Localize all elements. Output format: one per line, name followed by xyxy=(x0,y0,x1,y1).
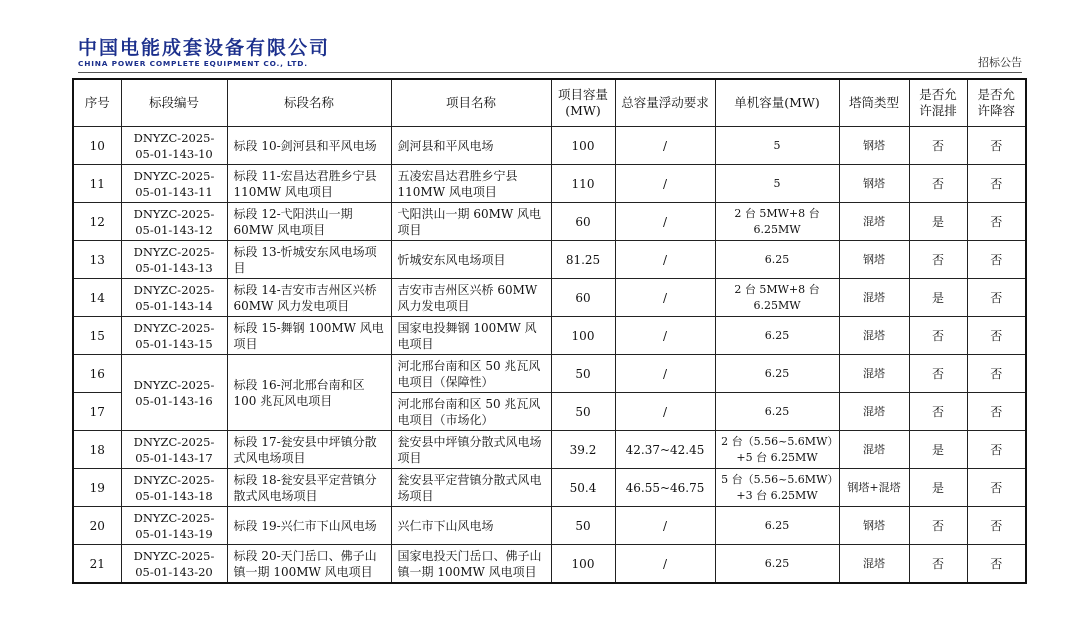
cell-no: 11 xyxy=(73,165,121,203)
cell-mix-allowed: 否 xyxy=(909,355,967,393)
cell-lot-code: DNYZC-2025-05-01-143-16 xyxy=(121,355,227,431)
cell-derate-allowed: 否 xyxy=(967,469,1026,507)
table-row xyxy=(73,165,1026,203)
cell-lot-code: DNYZC-2025-05-01-143-20 xyxy=(121,545,227,584)
cell-lot-code: DNYZC-2025-05-01-143-11 xyxy=(121,165,227,203)
cell-no: 14 xyxy=(73,279,121,317)
cell-no: 17 xyxy=(73,393,121,431)
cell-mix-allowed: 否 xyxy=(909,545,967,584)
cell-project-name: 瓮安县平定营镇分散式风电场项目 xyxy=(391,469,551,507)
cell-tower-type: 钢塔 xyxy=(839,507,909,545)
cell-tower-type: 混塔 xyxy=(839,355,909,393)
cell-capacity: 81.25 xyxy=(551,241,615,279)
table-row xyxy=(73,241,1026,279)
cell-lot-code: DNYZC-2025-05-01-143-12 xyxy=(121,203,227,241)
cell-float: / xyxy=(615,507,715,545)
cell-capacity: 50 xyxy=(551,507,615,545)
cell-unit-capacity: 6.25 xyxy=(715,241,839,279)
cell-lot-name: 标段 13-忻城安东风电场项目 xyxy=(227,241,391,279)
col-header-derate-allowed: 是否允许降容 xyxy=(967,79,1026,127)
col-header-lot-code: 标段编号 xyxy=(121,79,227,127)
cell-float: 46.55~46.75 xyxy=(615,469,715,507)
col-header-capacity: 项目容量(MW) xyxy=(551,79,615,127)
col-header-project-name: 项目名称 xyxy=(391,79,551,127)
logo-english-name: CHINA POWER COMPLETE EQUIPMENT CO., LTD. xyxy=(78,59,308,68)
cell-unit-capacity: 6.25 xyxy=(715,393,839,431)
cell-lot-name: 标段 16-河北邢台南和区 100 兆瓦风电项目 xyxy=(227,355,391,431)
cell-lot-code: DNYZC-2025-05-01-143-18 xyxy=(121,469,227,507)
cell-float: / xyxy=(615,393,715,431)
cell-project-name: 忻城安东风电场项目 xyxy=(391,241,551,279)
cell-lot-name: 标段 18-瓮安县平定营镇分散式风电场项目 xyxy=(227,469,391,507)
cell-tower-type: 钢塔+混塔 xyxy=(839,469,909,507)
cell-unit-capacity: 2 台（5.56~5.6MW）+5 台 6.25MW xyxy=(715,431,839,469)
logo-chinese-name: 中国电能成套设备有限公司 xyxy=(78,37,331,59)
cell-float: / xyxy=(615,203,715,241)
cell-derate-allowed: 否 xyxy=(967,393,1026,431)
table-row xyxy=(73,507,1026,545)
cell-capacity: 50 xyxy=(551,355,615,393)
table-row xyxy=(73,469,1026,507)
cell-mix-allowed: 否 xyxy=(909,317,967,355)
cell-unit-capacity: 6.25 xyxy=(715,317,839,355)
cell-float: / xyxy=(615,127,715,165)
cell-lot-code: DNYZC-2025-05-01-143-19 xyxy=(121,507,227,545)
table-row xyxy=(73,545,1026,584)
cell-mix-allowed: 否 xyxy=(909,393,967,431)
cell-derate-allowed: 否 xyxy=(967,545,1026,584)
cell-project-name: 剑河县和平风电场 xyxy=(391,127,551,165)
cell-derate-allowed: 否 xyxy=(967,317,1026,355)
cell-project-name: 瓮安县中坪镇分散式风电场项目 xyxy=(391,431,551,469)
cell-lot-name: 标段 10-剑河县和平风电场 xyxy=(227,127,391,165)
col-header-mix-allowed: 是否允许混排 xyxy=(909,79,967,127)
cell-derate-allowed: 否 xyxy=(967,507,1026,545)
table-row xyxy=(73,431,1026,469)
company-logo xyxy=(78,38,330,68)
cell-derate-allowed: 否 xyxy=(967,203,1026,241)
cell-mix-allowed: 是 xyxy=(909,469,967,507)
cell-capacity: 60 xyxy=(551,203,615,241)
cell-no: 13 xyxy=(73,241,121,279)
cell-capacity: 110 xyxy=(551,165,615,203)
cell-project-name: 弋阳洪山一期 60MW 风电项目 xyxy=(391,203,551,241)
header-divider xyxy=(78,72,1022,73)
cell-no: 19 xyxy=(73,469,121,507)
cell-no: 12 xyxy=(73,203,121,241)
col-header-no: 序号 xyxy=(73,79,121,127)
cell-unit-capacity: 5 xyxy=(715,165,839,203)
cell-no: 21 xyxy=(73,545,121,584)
cell-project-name: 五凌宏昌达君胜乡宁县 110MW 风电项目 xyxy=(391,165,551,203)
cell-tower-type: 钢塔 xyxy=(839,241,909,279)
bid-lots-table xyxy=(72,78,1027,584)
cell-lot-code: DNYZC-2025-05-01-143-17 xyxy=(121,431,227,469)
cell-lot-name: 标段 15-舞钢 100MW 风电项目 xyxy=(227,317,391,355)
cell-lot-code: DNYZC-2025-05-01-143-13 xyxy=(121,241,227,279)
cell-mix-allowed: 否 xyxy=(909,507,967,545)
cell-no: 20 xyxy=(73,507,121,545)
cell-no: 18 xyxy=(73,431,121,469)
cell-tower-type: 混塔 xyxy=(839,279,909,317)
col-header-tower-type: 塔筒类型 xyxy=(839,79,909,127)
cell-mix-allowed: 是 xyxy=(909,279,967,317)
cell-unit-capacity: 6.25 xyxy=(715,507,839,545)
cell-derate-allowed: 否 xyxy=(967,355,1026,393)
cell-derate-allowed: 否 xyxy=(967,241,1026,279)
cell-float: / xyxy=(615,241,715,279)
cell-tower-type: 混塔 xyxy=(839,317,909,355)
cell-capacity: 39.2 xyxy=(551,431,615,469)
cell-derate-allowed: 否 xyxy=(967,127,1026,165)
document-type-label: 招标公告 xyxy=(978,56,1022,69)
cell-tower-type: 混塔 xyxy=(839,431,909,469)
cell-lot-name: 标段 14-吉安市吉州区兴桥 60MW 风力发电项目 xyxy=(227,279,391,317)
cell-project-name: 河北邢台南和区 50 兆瓦风电项目（保障性） xyxy=(391,355,551,393)
cell-project-name: 国家电投天门岳口、佛子山镇一期 100MW 风电项目 xyxy=(391,545,551,584)
cell-lot-code: DNYZC-2025-05-01-143-15 xyxy=(121,317,227,355)
table-row xyxy=(73,355,1026,393)
cell-project-name: 兴仁市下山风电场 xyxy=(391,507,551,545)
cell-float: / xyxy=(615,545,715,584)
cell-derate-allowed: 否 xyxy=(967,431,1026,469)
cell-float: / xyxy=(615,317,715,355)
cell-unit-capacity: 5 xyxy=(715,127,839,165)
cell-capacity: 100 xyxy=(551,127,615,165)
cell-no: 10 xyxy=(73,127,121,165)
cell-tower-type: 混塔 xyxy=(839,393,909,431)
cell-float: / xyxy=(615,165,715,203)
cell-capacity: 100 xyxy=(551,317,615,355)
table-row xyxy=(73,127,1026,165)
col-header-lot-name: 标段名称 xyxy=(227,79,391,127)
cell-tower-type: 混塔 xyxy=(839,203,909,241)
col-header-float: 总容量浮动要求 xyxy=(615,79,715,127)
cell-capacity: 50.4 xyxy=(551,469,615,507)
cell-no: 15 xyxy=(73,317,121,355)
cell-lot-code: DNYZC-2025-05-01-143-14 xyxy=(121,279,227,317)
cell-mix-allowed: 是 xyxy=(909,203,967,241)
table-row xyxy=(73,317,1026,355)
cell-lot-name: 标段 17-瓮安县中坪镇分散式风电场项目 xyxy=(227,431,391,469)
cell-float: / xyxy=(615,279,715,317)
cell-lot-name: 标段 11-宏昌达君胜乡宁县 110MW 风电项目 xyxy=(227,165,391,203)
cell-derate-allowed: 否 xyxy=(967,279,1026,317)
cell-tower-type: 钢塔 xyxy=(839,165,909,203)
cell-lot-code: DNYZC-2025-05-01-143-10 xyxy=(121,127,227,165)
cell-project-name: 国家电投舞钢 100MW 风电项目 xyxy=(391,317,551,355)
cell-capacity: 100 xyxy=(551,545,615,584)
cell-tower-type: 钢塔 xyxy=(839,127,909,165)
cell-project-name: 吉安市吉州区兴桥 60MW 风力发电项目 xyxy=(391,279,551,317)
cell-capacity: 50 xyxy=(551,393,615,431)
table-row xyxy=(73,279,1026,317)
cell-derate-allowed: 否 xyxy=(967,165,1026,203)
table-row xyxy=(73,203,1026,241)
col-header-unit-capacity: 单机容量(MW) xyxy=(715,79,839,127)
cell-mix-allowed: 否 xyxy=(909,127,967,165)
cell-project-name: 河北邢台南和区 50 兆瓦风电项目（市场化） xyxy=(391,393,551,431)
cell-float: / xyxy=(615,355,715,393)
cell-unit-capacity: 2 台 5MW+8 台 6.25MW xyxy=(715,203,839,241)
cell-float: 42.37~42.45 xyxy=(615,431,715,469)
cell-mix-allowed: 否 xyxy=(909,165,967,203)
cell-mix-allowed: 否 xyxy=(909,241,967,279)
cell-mix-allowed: 是 xyxy=(909,431,967,469)
cell-unit-capacity: 6.25 xyxy=(715,355,839,393)
cell-unit-capacity: 2 台 5MW+8 台 6.25MW xyxy=(715,279,839,317)
cell-lot-name: 标段 20-天门岳口、佛子山镇一期 100MW 风电项目 xyxy=(227,545,391,584)
cell-capacity: 60 xyxy=(551,279,615,317)
cell-unit-capacity: 5 台（5.56~5.6MW）+3 台 6.25MW xyxy=(715,469,839,507)
cell-lot-name: 标段 19-兴仁市下山风电场 xyxy=(227,507,391,545)
cell-tower-type: 混塔 xyxy=(839,545,909,584)
cell-unit-capacity: 6.25 xyxy=(715,545,839,584)
cell-lot-name: 标段 12-弋阳洪山一期 60MW 风电项目 xyxy=(227,203,391,241)
cell-no: 16 xyxy=(73,355,121,393)
table-header-row xyxy=(73,79,1026,127)
